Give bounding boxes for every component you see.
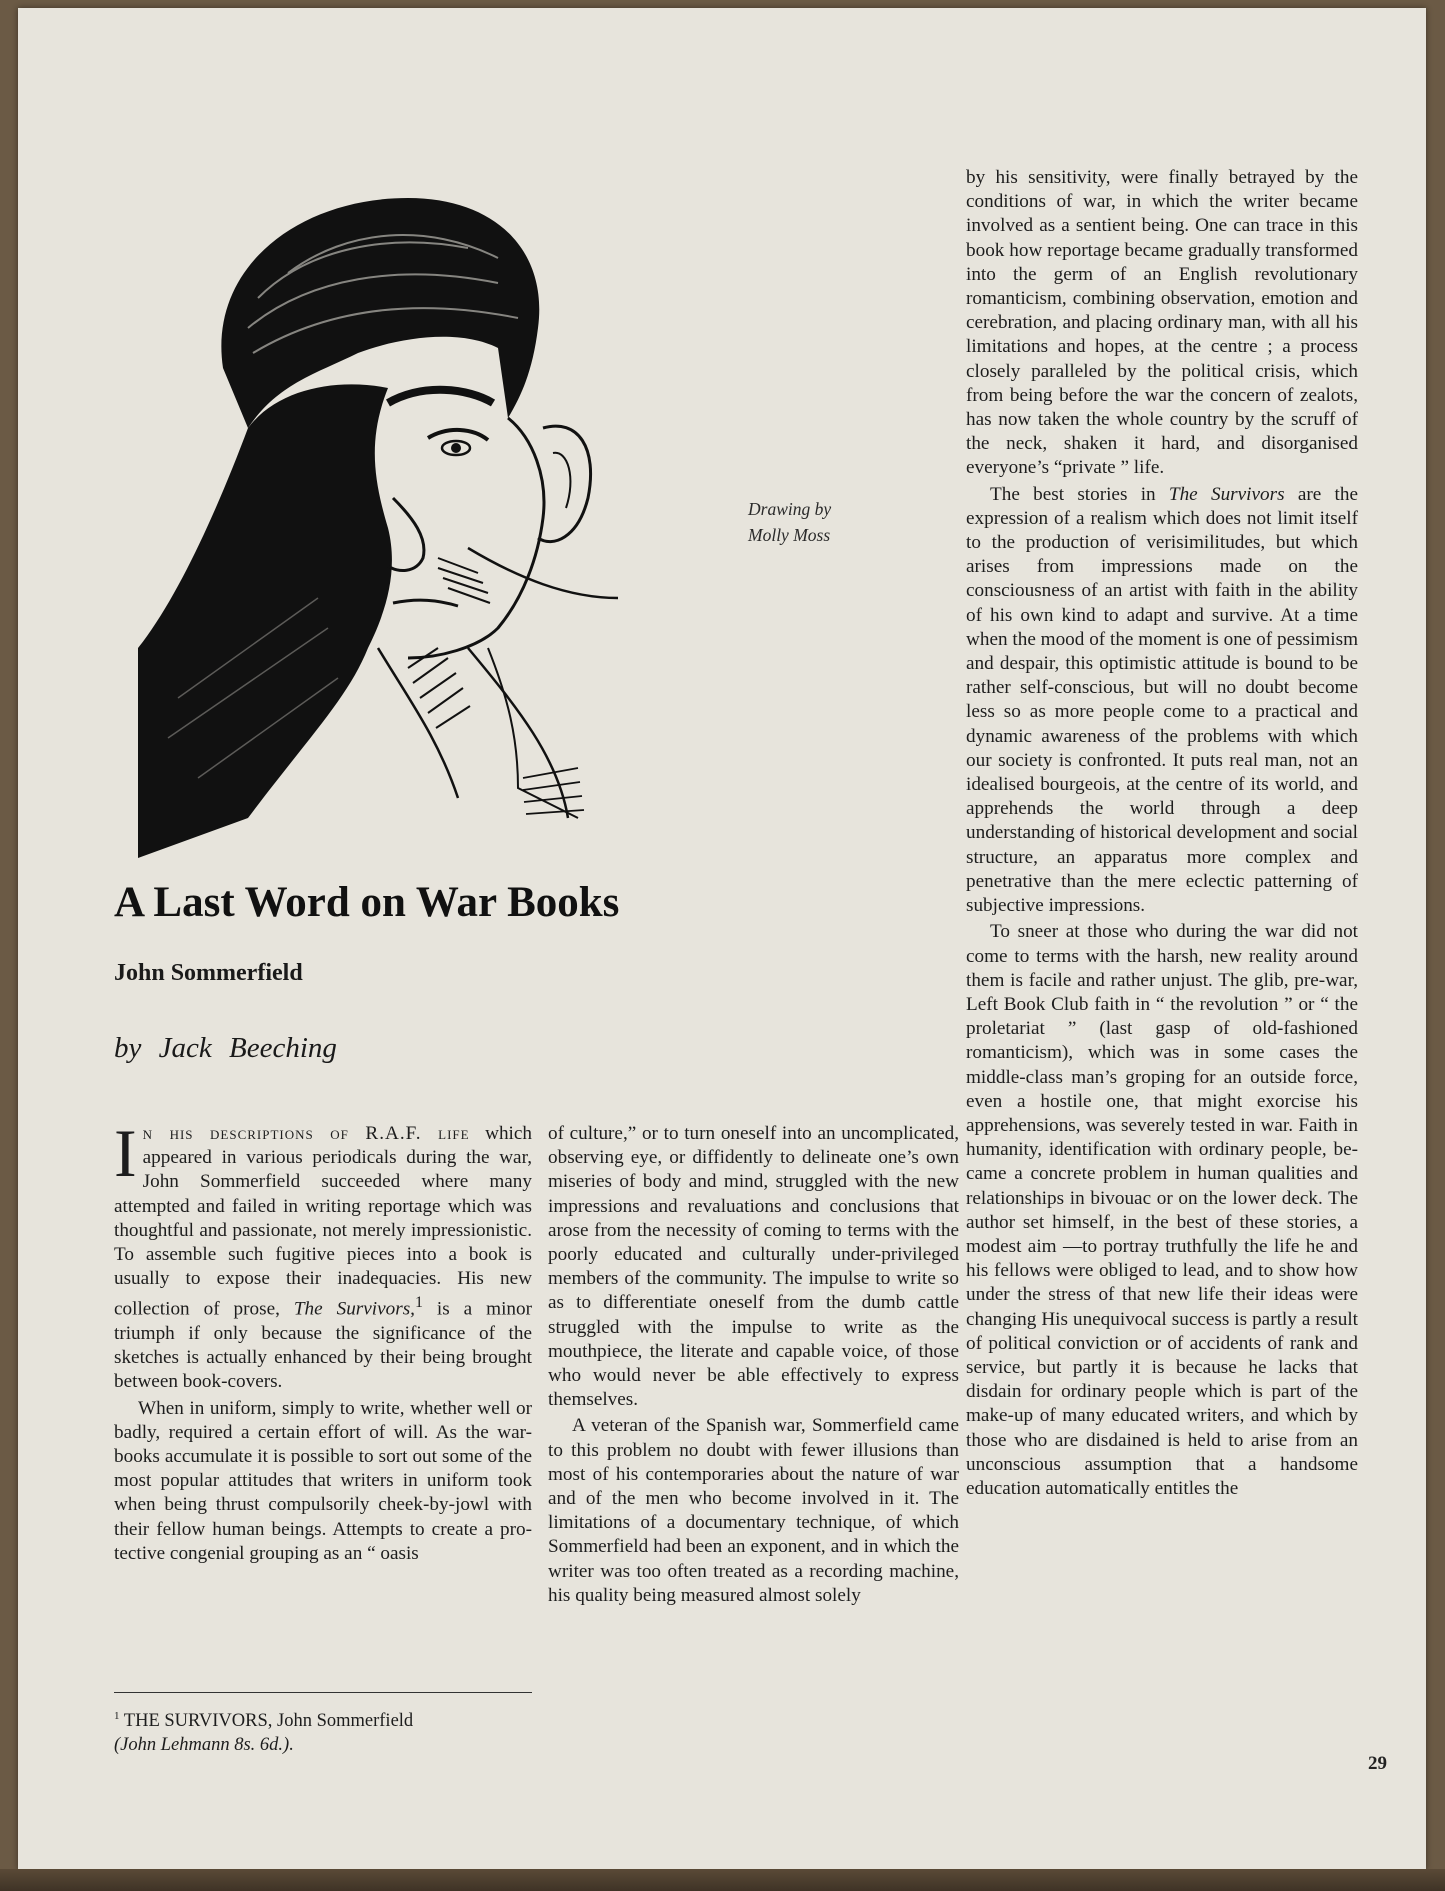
magazine-page <box>18 8 1426 1870</box>
footnote-line-1: THE SURVIVORS, John Sommerfield <box>119 1711 414 1732</box>
left-paragraph-2: When in uniform, simply to write, whether well or badly, required a certain effort of will. As the war-books accumulate it is possible to sort out some of the most popular attitudes that writers in uniform took when being thrust compulsorily cheek-by-jowl with their fellow human beings. Attempts to create a protective congenial grouping as an “ oasis <box>114 1397 532 1564</box>
illustration-credit <box>748 496 928 548</box>
mid-paragraph-1: of culture,” or to turn oneself into an uncomplicated, observing eye, or diffidently to delineate one’s own miseries of body and mind, struggled with the new impressions and revaluations and conclusions that arose from the necessity of coming to terms with the poorly educated and culturally under-privileged members of the community. The impulse to write so as to differentiate oneself from the dumb cattle struggled with the impulse to write as the mouthpiece, the literate and capable voice, of those who would never be able effectively to express themselves. <box>548 1123 959 1411</box>
credit-line-2: Molly Moss <box>748 525 831 545</box>
footnote <box>114 1704 534 1757</box>
right-paragraph-1: by his sensitivity, were finally betrayed by the conditions of war, in which the writer became involved as a sentient being. One can trace in this book how reportage became gradually transformed into the germ of an English revolutionary romanticism, combining observation, emotion and cerebration, and placing ordinary man, with all his limitations and hopes, at the centre ; a process closely paralleled by the political crisis, which from being before the war the concern of zealots, has now taken the whole country by the scruff of the neck, shaken it hard, and disorganised everyone’s “private ” life. <box>966 167 1358 479</box>
portrait-illustration <box>138 178 698 858</box>
left-paragraph-1: In his descriptions of R.A.F. life which appeared in various periodicals during the war, John Sommerfield succeeded where many attempted and failed in writing reportage which was thoughtful and passionate, not merely impressionistic. To assemble such fugitive pieces into a book is usually to expose their inadequacies. His new collection of prose, The Survivors,$^1$ is a minor triumph if only because the significance of the sketches is actually enhanced by their being brought between book-covers. <box>114 1115 532 1393</box>
lead-in-smallcaps: n his descriptions of R.A.F. life <box>142 1123 470 1144</box>
footnote-ref: 1 <box>414 1294 423 1312</box>
page-number: 29 <box>1368 1753 1387 1774</box>
drop-cap: I <box>114 1115 137 1191</box>
right-column <box>966 166 1358 1501</box>
article-byline: by Jack Beeching <box>114 1032 337 1064</box>
middle-column <box>548 1122 959 1608</box>
article-title: A Last Word on War Books <box>114 879 620 926</box>
footnote-rule <box>114 1692 532 1693</box>
book-title-italic: The Survivors, <box>293 1298 415 1320</box>
article-subject: John Sommerfield <box>114 960 303 986</box>
footnote-marker: 1 <box>114 1710 120 1722</box>
book-title-italic: The Survivors <box>1168 483 1285 505</box>
credit-line-1: Drawing by <box>748 499 832 519</box>
right-paragraph-3: To sneer at those who during the war did not come to terms with the harsh, new reality around them is facile and rather unjust. The glib, pre-war, Left Book Club faith in “ the revolution ” or “ the proletariat ” (last gasp of old-fashioned romanticism), which was in some cases the middle-class man’s groping for an outside force, even a hostile one, that might exorcise his apprehensions, was severely tested in war. Faith in humanity, identification with ordinary people, became a concrete problem in human qualities and relationships in bivouac or on the lower deck. The author set himself, in the best of these stories, a modest aim —to portray truthfully the life he and his fellows were obliged to lead, and to show how under the stress of that new life their ideas were changing His unequivocal success is partly a result of political conviction or of accidents of rank and service, but partly it is because he lacks that disdain for ordinary people which is part of the make-up of many educated writers, and which by those who are disdained is held to arise from an unconscious assumption that a handsome education automatically entitles the <box>966 921 1358 1499</box>
right-paragraph-2: The best stories in The Survivors are the expression of a realism which does not limit itself to the production of verisimilitudes, but which arises from impressions made on the consciousness of an artist with faith in the ability of his own kind to adapt and survive. At a time when the mood of the moment is one of pessimism and despair, this optimistic attitude is bound to be rather self-conscious, but will no doubt become less so as more people come to a practical and dynamic awareness of the problems with which our society is confronted. It puts real man, not an idealised bourgeois, at the centre of its world, and apprehends the world through a deep understanding of historical development and social structure, an apparatus more complex and penetrative than the mere eclectic patterning of subjective impressions. <box>966 483 1358 917</box>
mid-paragraph-2: A veteran of the Spanish war, Sommerfield came to this problem no doubt with fewer illusions than most of his contemporaries about the nature of war and of the men who become involved in it. The limitations of a documentary technique, of which Sommerfield had been an exponent, and in which the writer was too often treated as a recording machine, his quality being measured almost solely <box>548 1415 959 1606</box>
left-column <box>114 1115 532 1566</box>
footnote-line-2: (John Lehmann 8s. 6d.). <box>114 1735 294 1756</box>
table-surface <box>0 1869 1445 1891</box>
